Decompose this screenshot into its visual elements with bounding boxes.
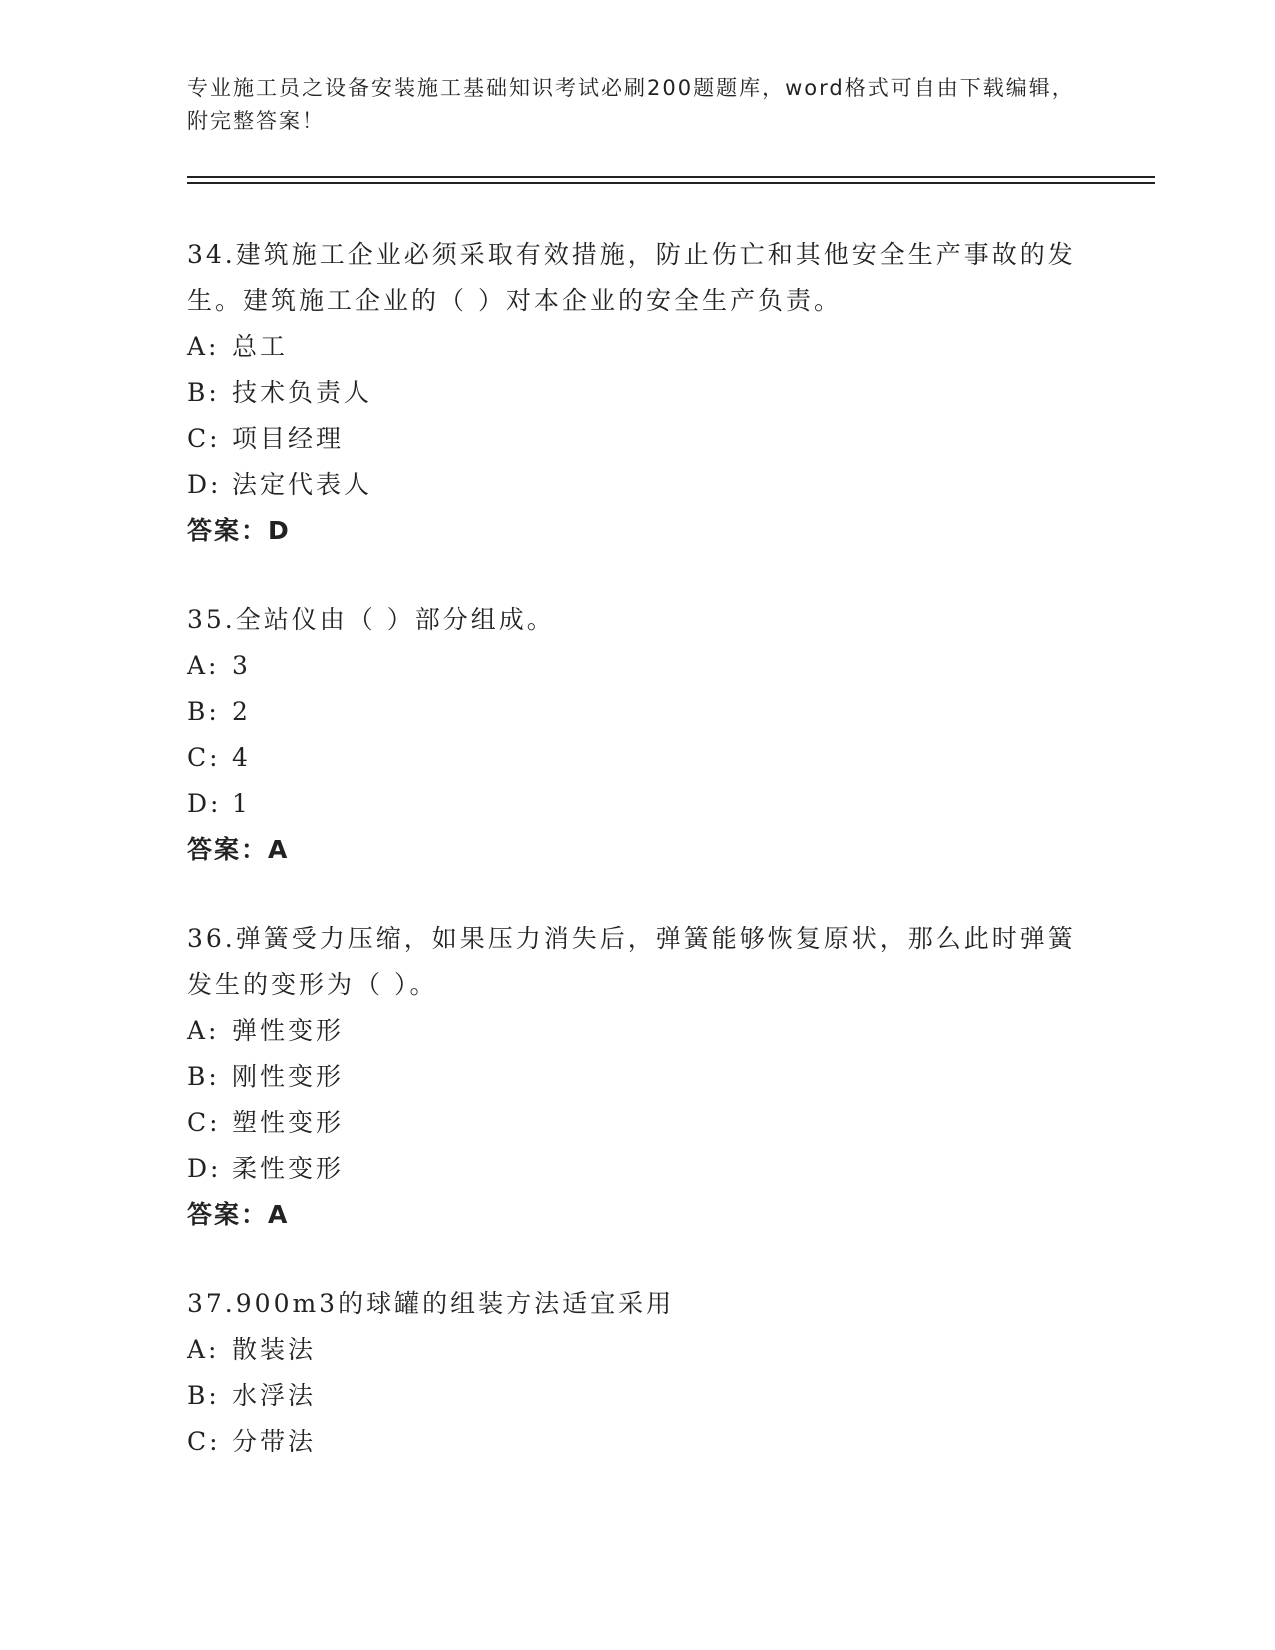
option-text: 分带法 xyxy=(232,1427,317,1456)
answer-line: 答案：A xyxy=(187,1200,290,1229)
option-label: C: xyxy=(187,424,221,453)
option-c xyxy=(187,735,1087,781)
option-c xyxy=(187,1100,1087,1146)
option-label: A: xyxy=(187,332,220,361)
option-label: C: xyxy=(187,743,221,772)
option-b xyxy=(187,689,1087,735)
option-text: 刚性变形 xyxy=(232,1062,345,1091)
question-37 xyxy=(187,1281,1087,1465)
option-label: D: xyxy=(187,470,222,499)
question-stem: 35.全站仪由（ ）部分组成。 xyxy=(187,605,555,634)
option-label: B: xyxy=(187,378,220,407)
option-label: B: xyxy=(187,1062,220,1091)
option-label: A: xyxy=(187,1016,220,1045)
question-list xyxy=(187,232,1087,1508)
option-text: 法定代表人 xyxy=(232,470,373,499)
option-label: C: xyxy=(187,1108,221,1137)
option-b xyxy=(187,370,1087,416)
option-text: 项目经理 xyxy=(232,424,345,453)
option-text: 总工 xyxy=(232,332,289,361)
question-34 xyxy=(187,232,1087,554)
option-label: B: xyxy=(187,697,220,726)
option-d xyxy=(187,1146,1087,1192)
header-divider-bottom xyxy=(187,182,1155,184)
option-text: 散装法 xyxy=(232,1335,317,1364)
option-text: 2 xyxy=(232,697,251,726)
option-c xyxy=(187,416,1087,462)
answer-line: 答案：D xyxy=(187,516,291,545)
option-text: 技术负责人 xyxy=(232,378,373,407)
option-label: C: xyxy=(187,1427,221,1456)
option-a xyxy=(187,1008,1087,1054)
question-stem: 36.弹簧受力压缩，如果压力消失后，弹簧能够恢复原状，那么此时弹簧发生的变形为（ ）。 xyxy=(187,924,1076,999)
option-text: 塑性变形 xyxy=(232,1108,345,1137)
option-label: B: xyxy=(187,1381,220,1410)
option-text: 弹性变形 xyxy=(232,1016,345,1045)
option-text: 3 xyxy=(232,651,251,680)
option-label: D: xyxy=(187,1154,222,1183)
option-b xyxy=(187,1373,1087,1419)
header-divider-top xyxy=(187,176,1155,178)
option-d xyxy=(187,781,1087,827)
option-text: 柔性变形 xyxy=(232,1154,345,1183)
question-36 xyxy=(187,916,1087,1238)
question-35 xyxy=(187,597,1087,873)
option-text: 水浮法 xyxy=(232,1381,317,1410)
question-stem: 34.建筑施工企业必须采取有效措施，防止伤亡和其他安全生产事故的发生。建筑施工企业的（ ）对本企业的安全生产负责。 xyxy=(187,240,1076,315)
option-a xyxy=(187,643,1087,689)
option-c xyxy=(187,1419,1087,1465)
option-b xyxy=(187,1054,1087,1100)
option-text: 1 xyxy=(232,789,251,818)
option-label: A: xyxy=(187,1335,220,1364)
option-a xyxy=(187,1327,1087,1373)
answer-line: 答案：A xyxy=(187,835,290,864)
document-header: 专业施工员之设备安装施工基础知识考试必刷200题题库，word格式可自由下载编辑，附完整答案！ xyxy=(187,76,1075,133)
option-text: 4 xyxy=(232,743,251,772)
option-label: D: xyxy=(187,789,222,818)
option-label: A: xyxy=(187,651,220,680)
option-a xyxy=(187,324,1087,370)
question-stem: 37.900m3的球罐的组装方法适宜采用 xyxy=(187,1289,675,1318)
option-d xyxy=(187,462,1087,508)
